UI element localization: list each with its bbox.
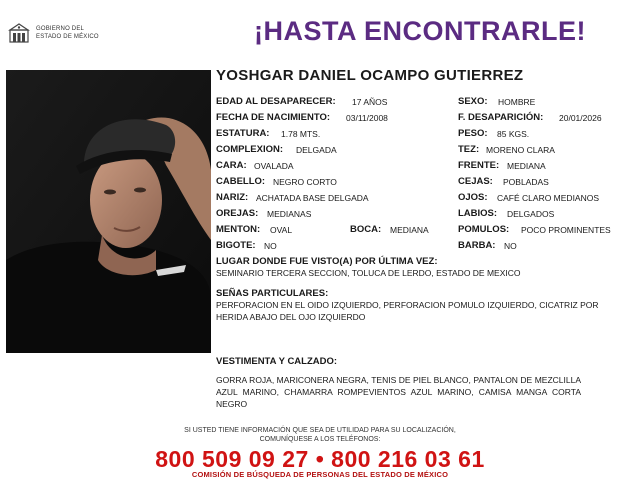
footer-note — [0, 426, 640, 444]
label-edad: EDAD AL DESAPARECER: — [216, 96, 336, 107]
vestimenta-text: GORRA ROJA, MARICONERA NEGRA, TENIS DE PIEL BLANCO, PANTALON DE MEZCLILLA AZUL MARINO, CHAMARRA ROMPEVIENTOS AZUL MARINO, CAMISA MANGA CORTA NEGRO — [216, 375, 581, 409]
label-ojos: OJOS: — [458, 192, 488, 203]
label-menton: MENTON: — [216, 224, 261, 235]
lugar-text: SEMINARIO TERCERA SECCION, TOLUCA DE LERDO, ESTADO DE MEXICO — [216, 268, 521, 278]
senas-text: PERFORACION EN EL OIDO IZQUIERDO, PERFORACION POMULO IZQUIERDO, CICATRIZ POR HERIDA ABAJO DEL OJO IZQUIERDO — [216, 300, 599, 322]
value-bigote: NO — [264, 241, 277, 251]
label-boca: BOCA: — [350, 224, 382, 235]
label-peso: PESO: — [458, 128, 488, 139]
logo-text — [36, 25, 99, 41]
person-photo — [6, 70, 211, 353]
state-emblem-icon — [8, 22, 30, 44]
phone-numbers[interactable]: 800 509 09 27 • 800 216 03 61 — [155, 446, 485, 472]
label-estatura: ESTATURA: — [216, 128, 270, 139]
value-complexion: DELGADA — [296, 145, 337, 155]
value-cejas: POBLADAS — [503, 177, 549, 187]
person-name: YOSHGAR DANIEL OCAMPO GUTIERREZ — [216, 67, 524, 84]
value-nacimiento: 03/11/2008 — [346, 113, 388, 123]
label-orejas: OREJAS: — [216, 208, 259, 219]
headline: ¡HASTA ENCONTRARLE! — [254, 16, 586, 46]
label-complexion: COMPLEXION: — [216, 144, 284, 155]
senas-title: SEÑAS PARTICULARES: — [216, 288, 329, 299]
government-logo — [8, 22, 118, 44]
label-barba: BARBA: — [458, 240, 496, 251]
value-desaparicion: 20/01/2026 — [559, 113, 602, 123]
label-labios: LABIOS: — [458, 208, 498, 219]
footer-note-line-2: COMUNÍQUESE A LOS TELÉFONOS: — [259, 436, 381, 443]
value-estatura: 1.78 MTS. — [281, 129, 321, 139]
footer-note-line-1: SI USTED TIENE INFORMACIÓN QUE SEA DE UTILIDAD PARA SU LOCALIZACIÓN, — [184, 427, 456, 434]
label-bigote: BIGOTE: — [216, 240, 256, 251]
value-labios: DELGADOS — [507, 209, 555, 219]
label-nariz: NARIZ: — [216, 192, 249, 203]
value-orejas: MEDIANAS — [267, 209, 312, 219]
label-pomulos: POMULOS: — [458, 224, 510, 235]
value-sexo: HOMBRE — [498, 97, 536, 107]
value-frente: MEDIANA — [507, 161, 546, 171]
logo-line-2: ESTADO DE MÉXICO — [36, 34, 99, 40]
label-sexo: SEXO: — [458, 96, 488, 107]
value-peso: 85 KGS. — [497, 129, 530, 139]
value-cara: OVALADA — [254, 161, 294, 171]
label-nacimiento: FECHA DE NACIMIENTO: — [216, 112, 330, 123]
label-cabello: CABELLO: — [216, 176, 266, 187]
value-edad: 17 AÑOS — [352, 97, 388, 107]
vestimenta-title: VESTIMENTA Y CALZADO: — [216, 356, 338, 367]
value-cabello: NEGRO CORTO — [273, 177, 337, 187]
value-nariz: ACHATADA BASE DELGADA — [256, 193, 369, 203]
value-boca: MEDIANA — [390, 225, 429, 235]
person-photo-illustration — [6, 70, 211, 353]
value-pomulos: POCO PROMINENTES — [521, 225, 611, 235]
label-tez: TEZ: — [458, 144, 480, 155]
agency-name: COMISIÓN DE BÚSQUEDA DE PERSONAS DEL ESTADO DE MÉXICO — [191, 470, 449, 479]
label-frente: FRENTE: — [458, 160, 500, 171]
value-menton: OVAL — [270, 225, 293, 235]
lugar-title: LUGAR DONDE FUE VISTO(A) POR ÚLTIMA VEZ: — [216, 256, 438, 267]
label-cara: CARA: — [216, 160, 247, 171]
logo-line-1: GOBIERNO DEL — [36, 26, 85, 32]
label-desaparicion: F. DESAPARICIÓN: — [458, 112, 544, 123]
label-cejas: CEJAS: — [458, 176, 493, 187]
value-ojos: CAFÉ CLARO MEDIANOS — [497, 193, 600, 203]
value-tez: MORENO CLARA — [486, 145, 555, 155]
value-barba: NO — [504, 241, 517, 251]
